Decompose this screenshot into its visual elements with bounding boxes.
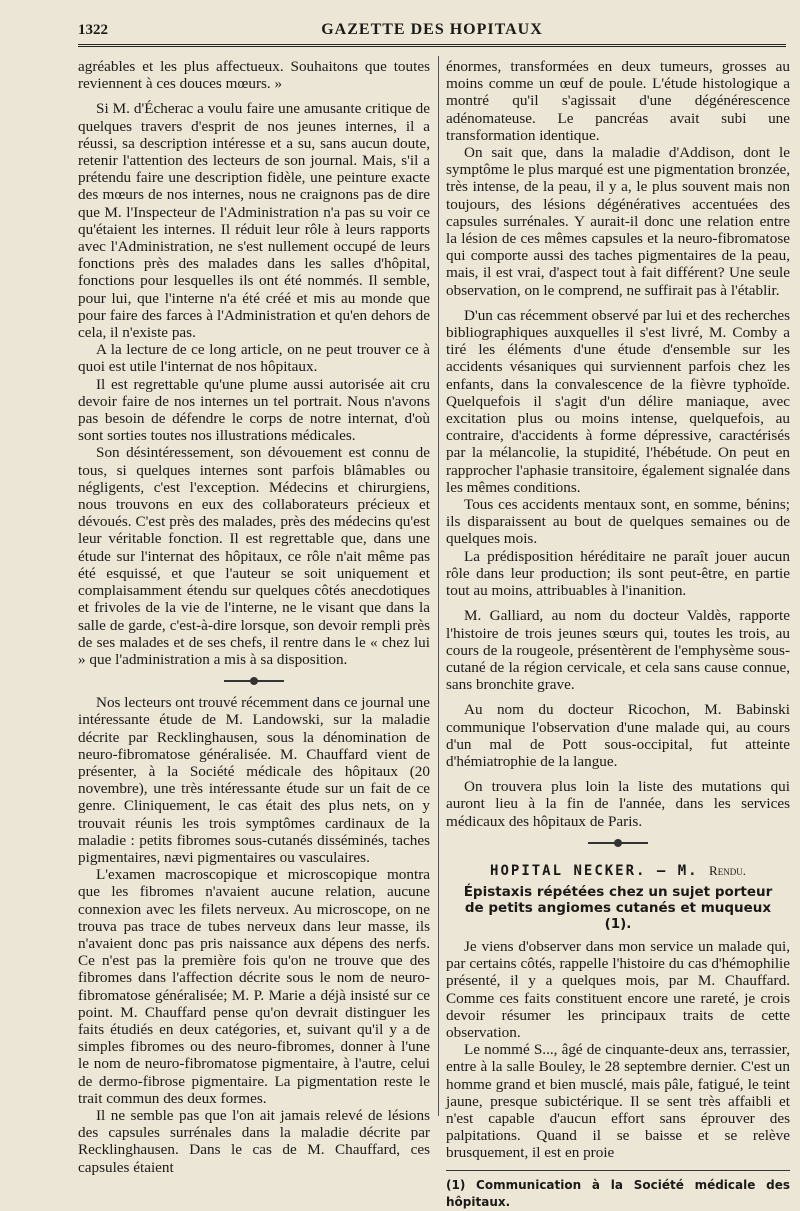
- section-author: Rendu.: [709, 862, 746, 878]
- footnote-rule: [446, 1170, 790, 1171]
- case-title: Épistaxis répétées chez un sujet porteur de petits angiomes cutanés et muqueux (1).: [463, 883, 773, 932]
- paragraph: Le nommé S..., âgé de cinquante-deux ans, terrassier, entre à la salle Bouley, le 28 septembre dernier. C'est un homme grand et bien musclé, mais pâle, fatigué, le teint jaune, presque subictérique. Il se sent très affaibli et n'est capable d'aucun effort sans éprouver des palpitations. Quand il se baisse et se relève brusquement, il est en proie: [446, 1041, 790, 1162]
- paragraph: M. Galliard, au nom du docteur Valdès, rapporte l'histoire de trois jeunes sœurs qui, toutes les trois, au cours de la rougeole, présentèrent de l'emphysème sous-cutané de la région cervicale, et cela sans cause connue, sans bronchite grave.: [446, 607, 790, 694]
- paragraph: Nos lecteurs ont trouvé récemment dans ce journal une intéressante étude de M. Landowski, sur la maladie décrite par Recklinghausen, sous la dénomination de neuro-fibromatose généralisée. M. Chauffard vient de présenter, à la Société médicale des hôpitaux (20 novembre), une très intéressante étude sur un fait de ce genre. Cliniquement, le cas était des plus nets, on y trouvait réunis les trois symptômes cardinaux de la maladie : petits fibromes sous-cutanés disséminés, taches pigmentaires, nævi pigmentaires ou vasculaires.: [78, 694, 431, 866]
- paragraph: A la lecture de ce long article, on ne peut trouver ce à quoi est utile l'internat de nos hôpitaux.: [78, 341, 430, 376]
- page-number: 1322: [78, 22, 108, 38]
- paragraph: Il ne semble pas que l'on ait jamais relevé de lésions des capsules surrénales dans la maladie décrite par Recklinghausen. Dans le cas de M. Chauffard, ces capsules étaient: [78, 1106, 430, 1176]
- section-heading: [446, 862, 790, 880]
- right-column: [446, 58, 790, 1211]
- paragraph: On trouvera plus loin la liste des mutations qui auront lieu à la fin de l'année, dans les services médicaux des hôpitaux de Paris.: [446, 778, 790, 830]
- journal-title: GAZETTE DES HOPITAUX: [321, 21, 543, 38]
- paragraph: Au nom du docteur Ricochon, M. Babinski communique l'observation d'une malade qui, au cours d'un mal de Pott sous-occipital, fut atteinte d'hémiatrophie de la langue.: [446, 701, 790, 770]
- paragraph: agréables et les plus affectueux. Souhaitons que toutes reviennent à ces douces mœurs. »: [78, 58, 430, 93]
- section-separator: [446, 830, 790, 856]
- paragraph: La prédisposition héréditaire ne paraît jouer aucun rôle dans leur production; ils sont peut-être, en partie tout au moins, attribuables à l'inanition.: [446, 547, 790, 600]
- column-divider: [438, 56, 439, 1116]
- footnote: (1) Communication à la Société médicale des hôpitaux.: [446, 1177, 790, 1209]
- section-title: HOPITAL NECKER. — M.: [490, 862, 699, 879]
- left-column: [78, 58, 430, 1176]
- page-header: [78, 18, 786, 47]
- paragraph: Il est regrettable qu'une plume aussi autorisée ait cru devoir faire de nos internes un tel portrait. Nous n'avons pas besoin de défendre le corps de notre internat, d'où sont sorties toutes nos illustrations médicales.: [78, 375, 430, 445]
- paragraph: Tous ces accidents mentaux sont, en somme, bénins; ils disparaissent au bout de quelques semaines ou de quelques mois.: [446, 496, 790, 548]
- paragraph: Son désintéressement, son dévouement est connu de tous, si quelques internes sont parfois blâmables ou négligents, c'est l'exception. Médecins et chirurgiens, nous trouvons en eux des collaborateurs précieux et dévoués. C'est près des malades, près des médecins qu'est leur véritable fonction. Il est regrettable que, dans une étude sur l'internat des hôpitaux, ce rôle n'ait même pas été esquissé, et que l'auteur se soit uniquement et complaisamment étendu sur quelques côtés anecdotiques et frivoles de la vie de l'interne, ne le visant que dans la salle de garde, c'est-à-dire lorsque, son devoir rempli près de ses malades et de ses chefs, il rentre dans le « chez lui » que l'administration a mis à sa disposition.: [78, 444, 430, 668]
- paragraph: Si M. d'Écherac a voulu faire une amusante critique de quelques travers d'esprit de nos jeunes internes, il a réussi, sa description intéresse et a su, sans aucun doute, retenir l'attention des lecteurs de son journal. Mais, s'il a prétendu faire une description fidèle, une peinture exacte des mœurs de nos internes, nous ne craignons pas de dire que M. l'Inspecteur de l'Administration n'a pas su voir ce qu'étaient les internes. Il réduit leur rôle à leurs rapports avec l'Administration, ne s'est nullement occupé de leurs fonctions près des malades dans les salles d'hôpital, fonctions pour lesquelles ils ont été nommés. Il semble, pour lui, que l'interne n'a été créé et mis au monde que pour faire des farces à l'Administration et qu'en dehors de cela, il n'existe pas.: [78, 100, 430, 342]
- paragraph: D'un cas récemment observé par lui et des recherches bibliographiques auxquelles il s'est livré, M. Comby a tiré les éléments d'une étude d'ensemble sur les accidents vésaniques qui surviennent parfois chez les enfants, dans la convalescence de la fièvre typhoïde. Quelquefois il s'agit d'un délire maniaque, avec excitation plus ou moins intense, quelquefois, au contraire, d'accidents à forme dépressive, caractérisés par la mélancolie, la stupidité, l'hébétude. On peut en rapprocher l'aphasie transitoire, également signalée dans les mêmes conditions.: [446, 306, 790, 496]
- section-separator: [78, 668, 430, 694]
- paragraph: On sait que, dans la maladie d'Addison, dont le symptôme le plus marqué est une pigmentation bronzée, très intense, de la peau, il y a, le plus souvent mais non toujours, des lésions dégénératives accentuées des capsules surrénales. Y aurait-il donc une relation entre la lésion de ces mêmes capsules et la neuro-fibromatose qui comporte aussi des taches pigmentaires de la peau, mais, il est vrai, d'aspect tout à fait différent? Une seule observation, on le comprend, ne suffirait pas à l'établir.: [446, 144, 790, 299]
- paragraph: Je viens d'observer dans mon service un malade qui, par certains côtés, rappelle l'histoire du cas d'hémophilie présenté, il y a quelques mois, par M. Chauffard. Comme ces faits constituent encore une rareté, je crois devoir résumer les principaux traits de cette observation.: [446, 937, 790, 1041]
- paragraph: énormes, transformées en deux tumeurs, grosses au moins comme un œuf de poule. L'étude histologique a montré qu'il s'agissait d'une dégénérescence adénomateuse. Le pancréas avait subi une transformation identique.: [446, 58, 790, 144]
- paragraph: L'examen macroscopique et microscopique montra que les fibromes n'avaient aucune relation, aucune connexion avec les filets nerveux. Au microscope, on ne trouva pas trace de tubes nerveux dans leur masse, ils n'avaient donc pas pris naissance aux dépens des nerfs. Ce n'est pas la première fois qu'on ne trouve que des fibromes dans l'affection décrite sous le nom de neuro-fibromatose généralisée; M. P. Marie a déjà insisté sur ce point. M. Chauffard pense qu'on devrait distinguer les faits étudiés en deux catégories, et, suivant qu'il y a de simples fibromes ou des neuro-fibromes, donner à l'une le nom de neuro-fibromatose pigmentaire, à l'autre, celui de dermo-fibrose pigmentaire. La pigmentation reste le trait commun des deux formes.: [78, 866, 430, 1107]
